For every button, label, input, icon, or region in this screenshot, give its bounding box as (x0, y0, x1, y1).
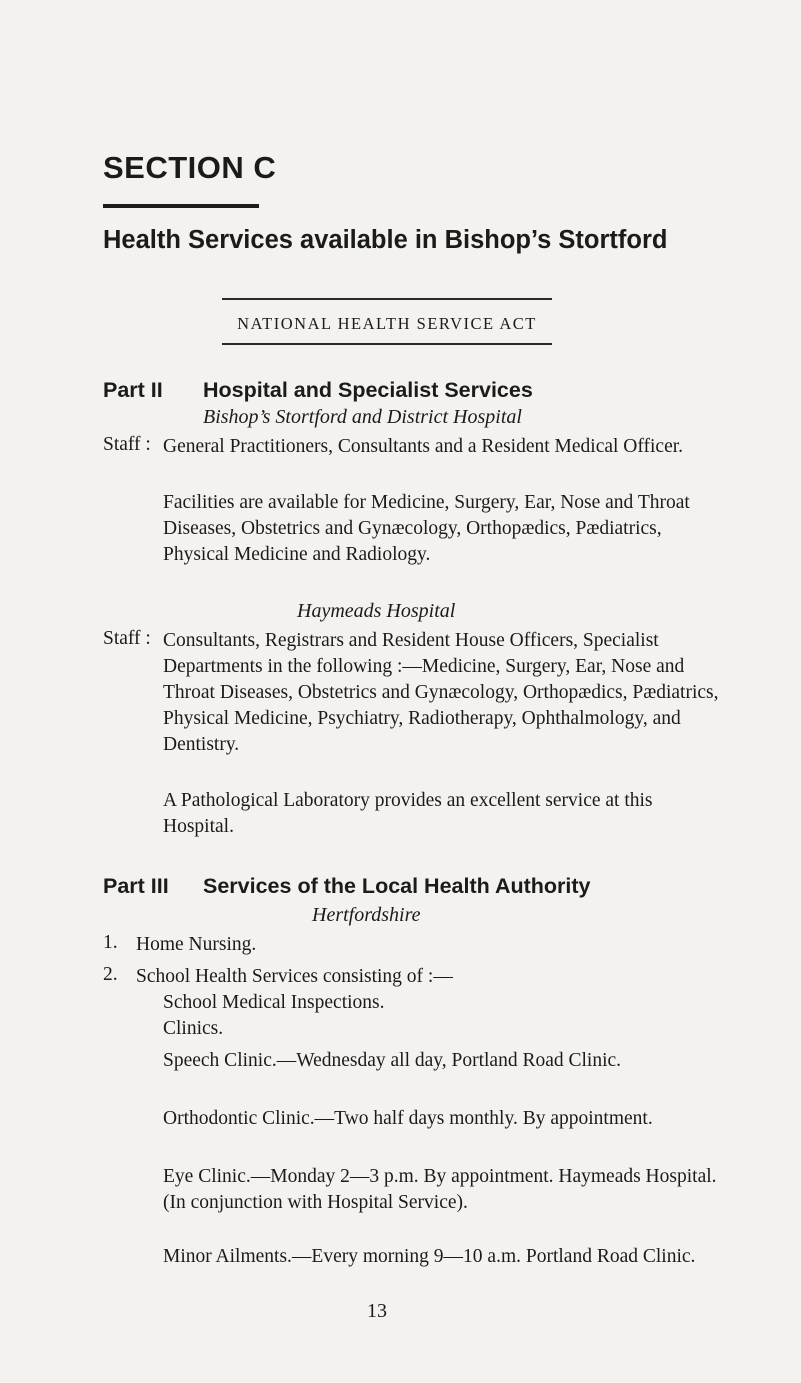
hospital2-staff-text: Consultants, Registrars and Resident House Officers, Specialist Departments in the following :—Medicine, Surgery, Ear, Nose and Throat Diseases, Obstetrics and Gynæcology, Orthopædics, Pædiatrics, Physical Medicine, Psychiatry, Radiotherapy, Ophthalmology, and Dentistry. (163, 630, 719, 755)
part2-heading (103, 378, 533, 403)
part3-title: Services of the Local Health Authority (203, 874, 591, 898)
section-underline (103, 204, 259, 208)
part2-number: Part II (103, 378, 163, 402)
minor-ailments: Minor Ailments.—Every morning 9—10 a.m. Portland Road Clinic. (163, 1246, 696, 1267)
act-rule-bottom (222, 343, 552, 345)
part3-heading (103, 874, 590, 899)
part2-title: Hospital and Specialist Services (203, 378, 533, 402)
inspections-item: School Medical Inspections. (163, 992, 385, 1013)
page-number: 13 (367, 1300, 387, 1322)
list-item-number: 1. (103, 932, 118, 953)
hospital1-name: Bishop’s Stortford and District Hospital (203, 406, 522, 428)
hospital1-staff-label: Staff : (103, 434, 151, 455)
act-rule-top (222, 298, 552, 300)
eye-clinic: Eye Clinic.—Monday 2—3 p.m. By appointment. Haymeads Hospital. (In conjunction with Hospital Service). (163, 1166, 717, 1213)
list-item: School Health Services consisting of :— (136, 966, 453, 987)
hospital2-staff-label: Staff : (103, 628, 151, 649)
hospital2-name: Haymeads Hospital (297, 600, 456, 622)
authority-name: Hertfordshire (312, 904, 421, 926)
speech-clinic: Speech Clinic.—Wednesday all day, Portland Road Clinic. (163, 1050, 622, 1071)
hospital1-facilities: Facilities are available for Medicine, Surgery, Ear, Nose and Throat Diseases, Obstetrics and Gynæcology, Orthopædics, Pædiatrics, Physical Medicine and Radiology. (163, 492, 690, 565)
act-name: NATIONAL HEALTH SERVICE ACT (237, 314, 537, 333)
section-title: SECTION C (103, 150, 277, 185)
clinics-item: Clinics. (163, 1018, 224, 1039)
list-item: Home Nursing. (136, 934, 257, 955)
page-title: Health Services available in Bishop’s Stortford (103, 226, 668, 254)
list-item-number: 2. (103, 964, 118, 985)
orthodontic-clinic: Orthodontic Clinic.—Two half days monthly. By appointment. (163, 1108, 653, 1129)
part3-number: Part III (103, 874, 169, 898)
hospital1-staff-text: General Practitioners, Consultants and a Resident Medical Officer. (163, 436, 684, 457)
hospital2-lab: A Pathological Laboratory provides an excellent service at this Hospital. (163, 790, 653, 837)
